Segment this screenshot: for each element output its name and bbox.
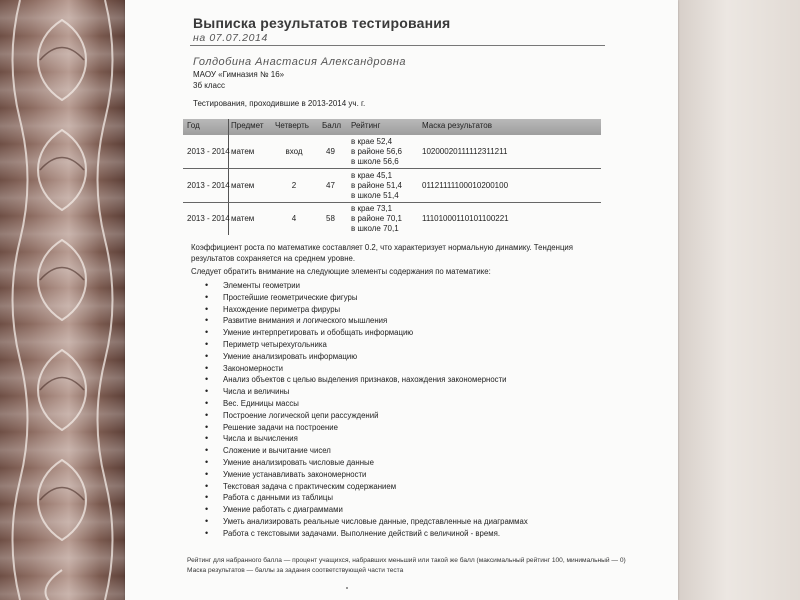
- list-item: • Периметр четырехугольника: [205, 340, 528, 352]
- document-page: [125, 0, 678, 600]
- scan-speck: [346, 587, 348, 589]
- document-title: Выписка результатов тестирования: [193, 15, 451, 31]
- header-score: Балл: [322, 121, 342, 130]
- list-item: • Вес. Единицы массы: [205, 399, 528, 411]
- list-item: • Умение анализировать числовые данные: [205, 458, 528, 470]
- cell-score: 58: [326, 214, 335, 223]
- cell-score: 49: [326, 147, 335, 156]
- cell-rating-school: в школе 51,4: [351, 191, 399, 200]
- cell-year: 2013 - 2014: [187, 181, 230, 190]
- list-item: • Решение задачи на построение: [205, 423, 528, 435]
- student-name: Голдобина Анастасия Александровна: [193, 56, 407, 68]
- list-item: • Нахождение периметра фируры: [205, 305, 528, 317]
- period-line: Тестирования, проходившие в 2013-2014 уч. г.: [193, 99, 366, 108]
- document-date: на 07.07.2014: [193, 32, 268, 44]
- cell-rating-region: в крае 52,4: [351, 137, 393, 146]
- growth-text-line2: результатов сохраняется на среднем уровне.: [191, 254, 356, 263]
- growth-text-line1: Коэффициент роста по математике составляет 0.2, что характеризует нормальную динамику. Тенденция: [191, 243, 573, 252]
- cell-rating-region: в крае 73,1: [351, 204, 393, 213]
- list-item: • Сложение и вычитание чисел: [205, 446, 528, 458]
- row-divider: [183, 202, 601, 203]
- school-name: МАОУ «Гимназия № 16»: [193, 70, 285, 79]
- list-item: • Простейшие геометрические фигуры: [205, 293, 528, 305]
- list-item: • Умение устанавливать закономерности: [205, 470, 528, 482]
- cell-rating-region: в крае 45,1: [351, 171, 393, 180]
- list-item: • Числа и вычисления: [205, 434, 528, 446]
- list-item: • Умение анализировать информацию: [205, 352, 528, 364]
- row-divider: [183, 168, 601, 169]
- list-item: • Работа с данными из таблицы: [205, 493, 528, 505]
- list-item: • Умение работать с диаграммами: [205, 505, 528, 517]
- list-item: • Закономерности: [205, 364, 528, 376]
- cell-quarter: 2: [291, 181, 297, 190]
- cell-mask: 11101000110101100221: [422, 214, 509, 223]
- header-year: Год: [187, 121, 200, 130]
- background-right: [678, 0, 800, 600]
- class-name: 3б класс: [193, 81, 225, 90]
- cell-year: 2013 - 2014: [187, 147, 230, 156]
- list-item: • Умение интерпретировать и обобщать информацию: [205, 328, 528, 340]
- list-item: • Анализ объектов с целью выделения признаков, нахождения закономерности: [205, 375, 528, 387]
- list-item: • Числа и величины: [205, 387, 528, 399]
- decorative-border-left: [0, 0, 125, 600]
- header-rating: Рейтинг: [351, 121, 381, 130]
- list-item: • Работа с текстовыми задачами. Выполнение действий с величиной - время.: [205, 529, 528, 541]
- content-elements-list: [205, 281, 528, 541]
- cell-rating-school: в школе 56,6: [351, 157, 399, 166]
- cell-subject: матем: [231, 214, 255, 223]
- cell-rating-district: в районе 51,4: [351, 181, 402, 190]
- cell-rating-district: в районе 70,1: [351, 214, 402, 223]
- list-item: • Текстовая задача с практическим содержанием: [205, 482, 528, 494]
- header-mask: Маска результатов: [422, 121, 493, 130]
- rating-footnote: Рейтинг для набранного балла — процент учащихся, набравших меньший или такой же балл (максимальный рейтинг 100, минимальный — 0): [187, 557, 626, 564]
- mask-footnote: Маска результатов — баллы за задания соответствующей части теста: [187, 567, 404, 574]
- cell-quarter: вход: [285, 147, 303, 156]
- attention-text: Следует обратить внимание на следующие элементы содержания по математике:: [191, 267, 491, 276]
- cell-subject: матем: [231, 147, 255, 156]
- list-item: • Развитие внимания и логического мышления: [205, 316, 528, 328]
- cell-rating-district: в районе 56,6: [351, 147, 402, 156]
- cell-rating-school: в школе 70,1: [351, 224, 399, 233]
- cell-mask: 10200020111112311211: [422, 147, 508, 156]
- cell-mask: 01121111100010200100: [422, 181, 509, 190]
- list-item: • Уметь анализировать реальные числовые данные, представленные на диаграммах: [205, 517, 528, 529]
- header-subject: Предмет: [231, 121, 264, 130]
- cell-subject: матем: [231, 181, 255, 190]
- header-quarter: Четверть: [275, 121, 309, 130]
- list-item: • Построение логической цепи рассуждений: [205, 411, 528, 423]
- cell-year: 2013 - 2014: [187, 214, 230, 223]
- cell-score: 47: [326, 181, 335, 190]
- title-divider: [190, 45, 605, 46]
- cell-quarter: 4: [291, 214, 297, 223]
- list-item: • Элементы геометрии: [205, 281, 528, 293]
